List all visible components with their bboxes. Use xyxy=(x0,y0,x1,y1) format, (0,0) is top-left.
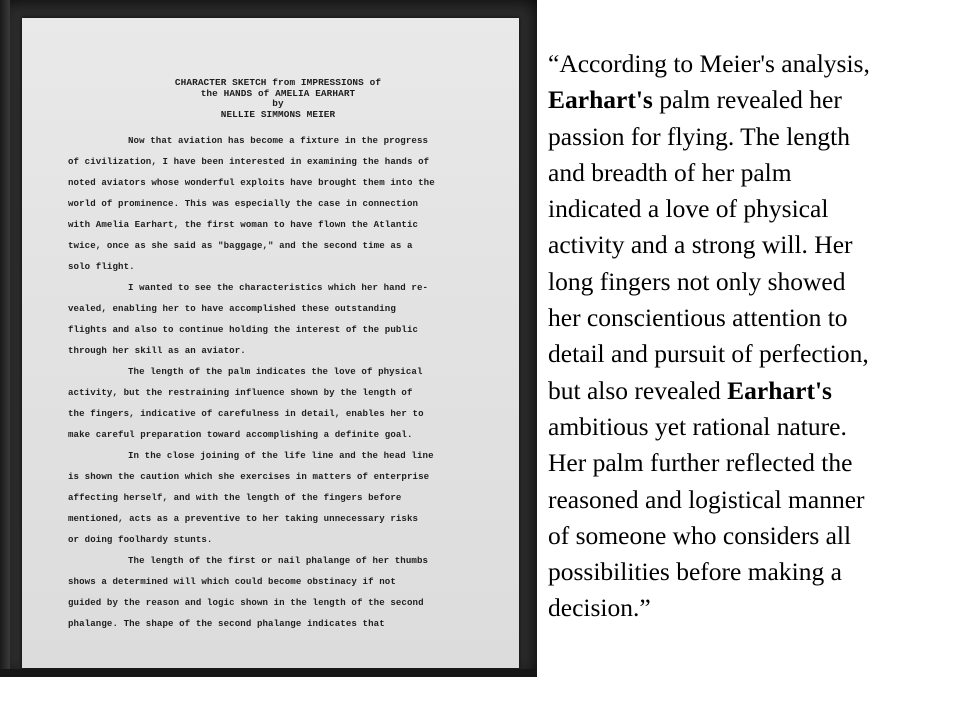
quote-text: “According to Meier's analysis, xyxy=(548,49,870,78)
document-line: activity, but the restraining influence shown by the length of xyxy=(68,387,413,399)
quote-emphasis: Earhart's xyxy=(727,375,832,405)
quote-line xyxy=(548,264,956,300)
document-line: affecting herself, and with the length of the fingers before xyxy=(68,492,402,504)
quote-emphasis: Earhart's xyxy=(548,85,653,115)
heading-line: by xyxy=(272,98,284,110)
document-line: noted aviators whose wonderful exploits have brought them into the xyxy=(68,177,435,189)
document-line: In the close joining of the life line and the head line xyxy=(128,450,434,462)
quote-text: of someone who considers all xyxy=(548,520,852,550)
document-line: shows a determined will which could become obstinacy if not xyxy=(68,576,396,588)
quote-text: but also revealed xyxy=(548,375,728,405)
document-line: mentioned, acts as a preventive to her taking unnecessary risks xyxy=(68,513,419,525)
document-line: of civilization, I have been interested in examining the hands of xyxy=(68,156,430,168)
document-line: guided by the reason and logic shown in the length of the second xyxy=(68,597,424,609)
document-line: vealed, enabling her to have accomplished these outstanding xyxy=(68,303,396,315)
quote-line xyxy=(548,46,956,82)
quote-line xyxy=(548,518,956,554)
quote-text: Her palm further reflected the xyxy=(548,448,853,478)
heading-line: NELLIE SIMMONS MEIER xyxy=(220,108,336,120)
typed-text xyxy=(68,78,488,634)
quote-text: indicated a love of physical xyxy=(548,194,829,224)
heading-line: the HANDS of AMELIA EARHART xyxy=(200,87,356,99)
quote-line xyxy=(548,554,956,590)
quote-text: passion for flying. The length xyxy=(548,121,850,151)
quote-line xyxy=(548,482,956,518)
document-line: The length of the first or nail phalange of her thumbs xyxy=(128,555,429,567)
document-line: phalange. The shape of the second phalange indicates that xyxy=(68,618,385,630)
document-line: the fingers, indicative of carefulness in detail, enables her to xyxy=(68,408,424,420)
quote-text: reasoned and logistical manner xyxy=(548,484,865,514)
quote-line xyxy=(548,373,956,409)
quote-text: palm revealed her xyxy=(652,85,842,115)
quote-text: detail and pursuit of perfection, xyxy=(548,339,869,369)
quote-text: and breadth of her palm xyxy=(548,157,792,187)
document-line: or doing foolhardy stunts. xyxy=(68,534,213,546)
quote-text: activity and a strong will. Her xyxy=(548,230,853,260)
quote-line xyxy=(548,82,956,118)
quote-text: possibilities before making a xyxy=(548,557,842,587)
quote-line xyxy=(548,227,956,263)
document-line: make careful preparation toward accomplishing a definite goal. xyxy=(68,429,413,441)
quote-line xyxy=(548,191,956,227)
document-line: The length of the palm indicates the love of physical xyxy=(128,366,423,378)
document-line: is shown the caution which she exercises in matters of enterprise xyxy=(68,471,430,483)
photo-bottom-edge xyxy=(0,669,537,677)
quote-line xyxy=(548,155,956,191)
quote-line xyxy=(548,300,956,336)
document-heading xyxy=(68,78,488,120)
photo-frame-edge xyxy=(0,0,10,677)
quote-line xyxy=(548,590,956,626)
document-line: through her skill as an aviator. xyxy=(68,345,246,357)
quote-text: her conscientious attention to xyxy=(548,303,848,333)
heading-line: CHARACTER SKETCH from IMPRESSIONS of xyxy=(174,77,382,88)
quote-text: ambitious yet rational nature. xyxy=(548,411,847,441)
document-line: solo flight. xyxy=(68,261,135,273)
quote-line xyxy=(548,409,956,445)
document-line: with Amelia Earhart, the first woman to have flown the Atlantic xyxy=(68,219,419,231)
document-line: I wanted to see the characteristics which her hand re- xyxy=(128,282,429,294)
quote-line xyxy=(548,445,956,481)
quote-line xyxy=(548,336,956,372)
document-line: Now that aviation has become a fixture in the progress xyxy=(128,135,429,147)
document-line: world of prominence. This was especially the case in connection xyxy=(68,198,419,210)
quote-line xyxy=(548,119,956,155)
document-body xyxy=(68,130,488,634)
document-line: flights and also to continue holding the interest of the public xyxy=(68,324,419,336)
document-line: twice, once as she said as "baggage," and the second time as a xyxy=(68,240,413,252)
quote-text: decision.” xyxy=(548,593,651,623)
quote-block xyxy=(548,46,956,627)
typed-page xyxy=(22,18,519,668)
quote-text: long fingers not only showed xyxy=(548,266,846,296)
